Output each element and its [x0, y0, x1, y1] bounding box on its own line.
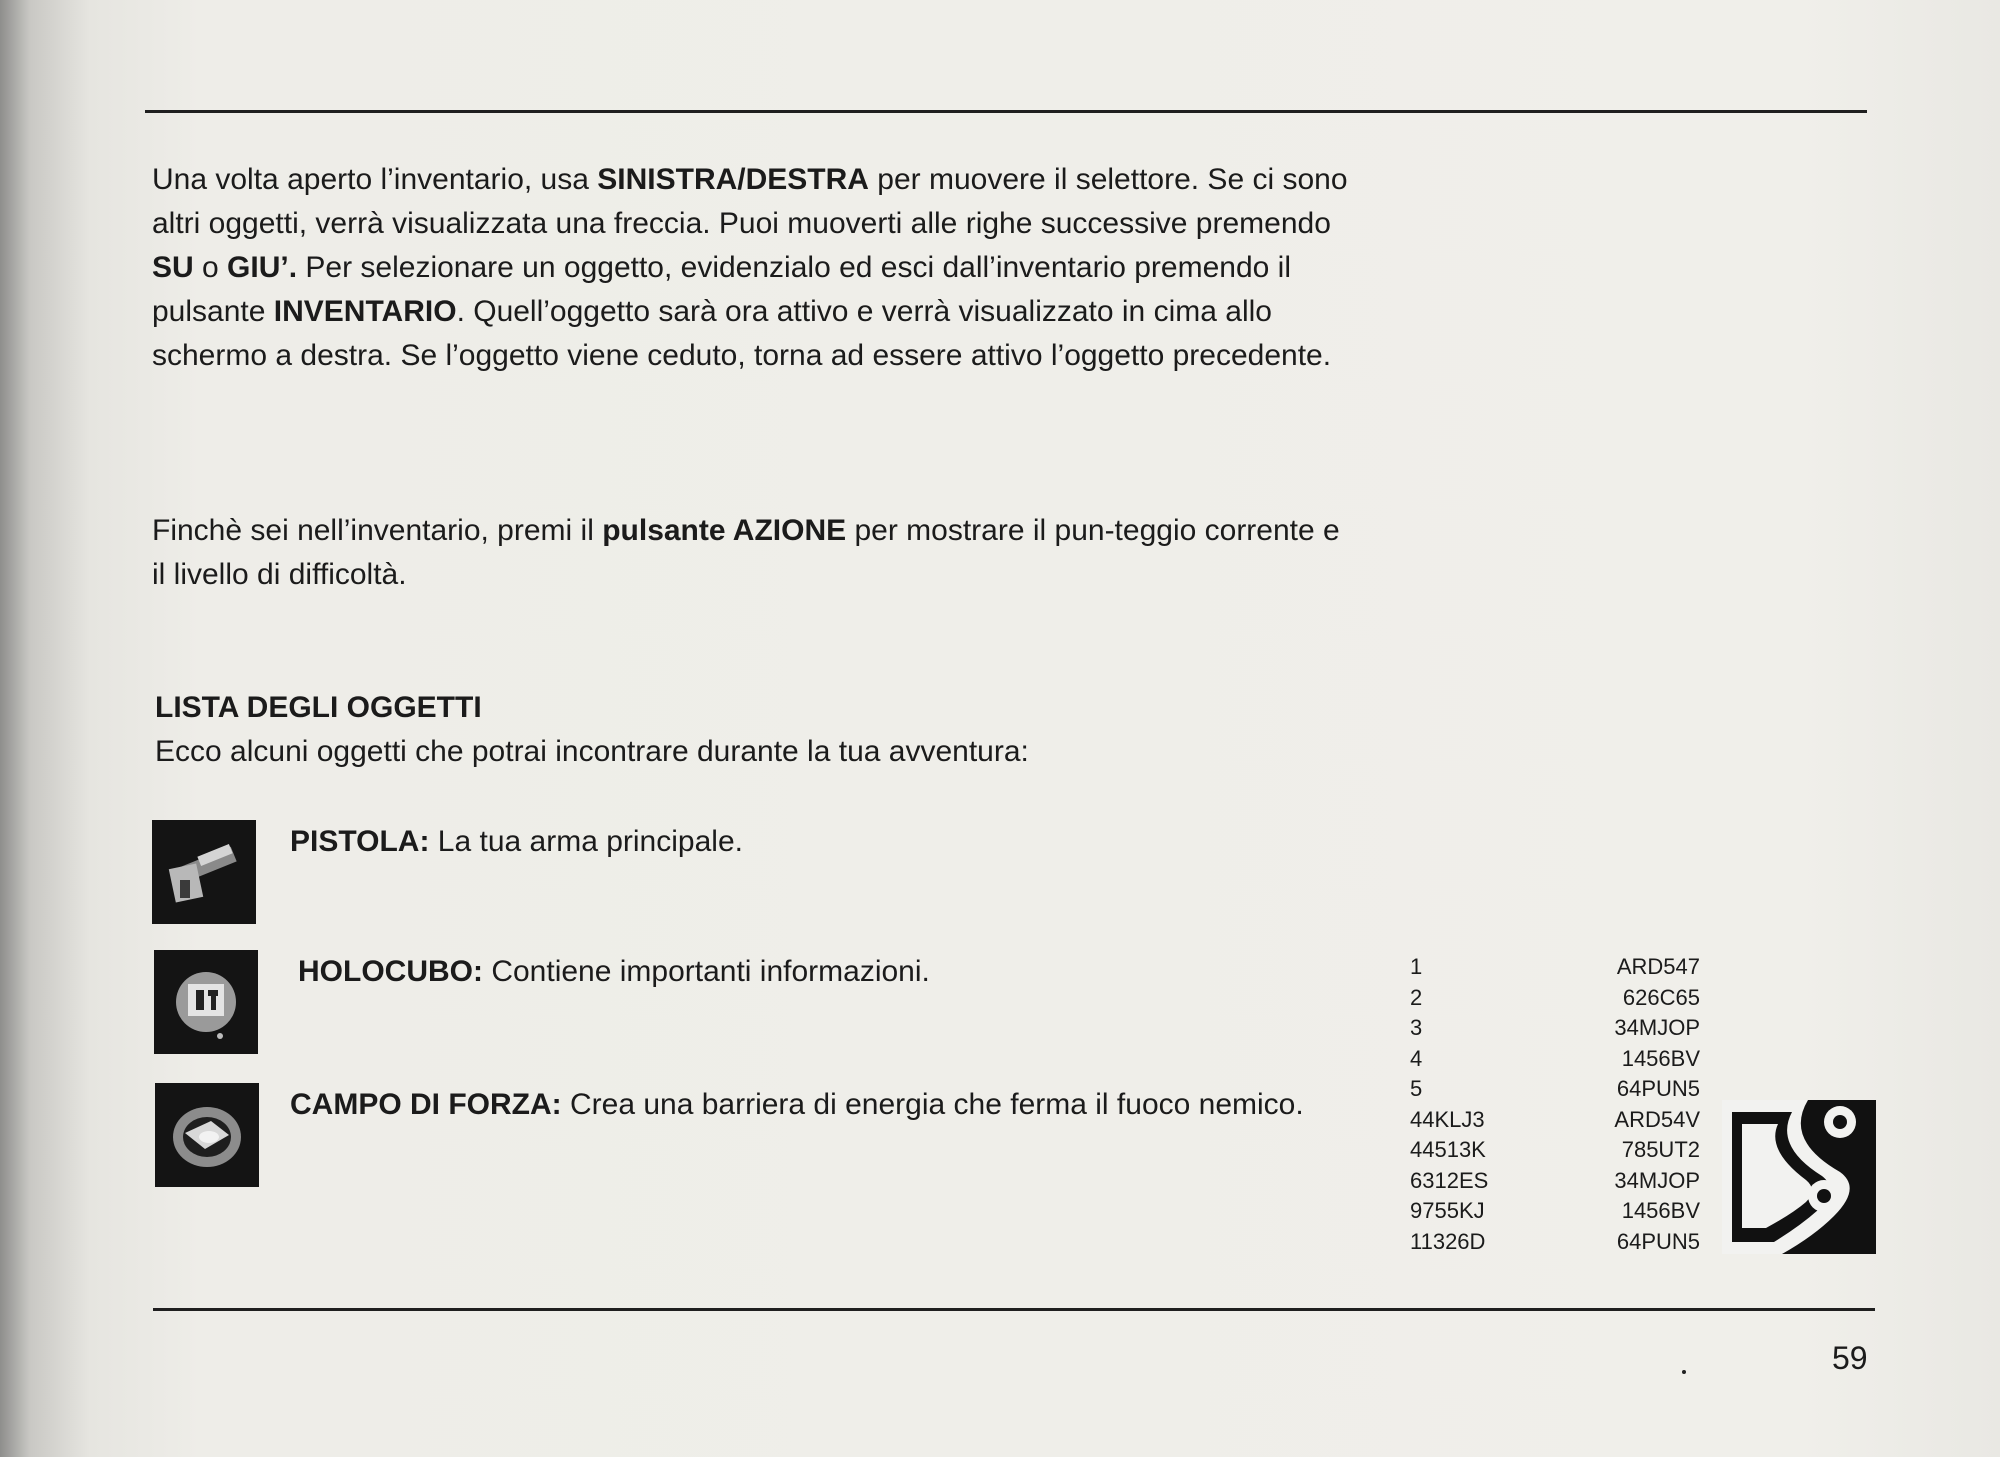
- level-cell: 6312ES: [1410, 1167, 1489, 1193]
- code-cell: 34MJOP: [1614, 1015, 1700, 1040]
- objects-list-heading: LISTA DEGLI OGGETTI: [155, 691, 482, 724]
- table-row: [1410, 983, 1700, 1014]
- bold-key-left-right: SINISTRA/DESTRA: [597, 163, 869, 196]
- text-run: Per selezionare un oggetto, evidenzialo ed esci dall’inventario premendo il pulsante: [152, 251, 1292, 328]
- item-description: Contiene importanti informazioni.: [482, 955, 930, 988]
- text-run: Una volta aperto l’inventario, usa: [152, 163, 598, 196]
- code-cell: 785UT2: [1621, 1137, 1700, 1162]
- level-cell: 9755KJ: [1410, 1198, 1485, 1223]
- bold-key-down: GIU’.: [227, 251, 298, 284]
- table-row: [1410, 1013, 1700, 1044]
- code-cell: 64PUN5: [1616, 1076, 1700, 1101]
- code-cell: 1456BV: [1621, 1045, 1700, 1071]
- bold-key-inventory: INVENTARIO: [273, 295, 457, 328]
- action-button-paragraph: [152, 509, 1352, 597]
- level-cell: 5: [1410, 1076, 1423, 1101]
- table-row: [1410, 1196, 1700, 1227]
- level-cell: 3: [1410, 1015, 1423, 1040]
- level-cell: 4: [1410, 1045, 1423, 1071]
- table-row: [1410, 1227, 1700, 1258]
- pistol-item: [290, 820, 1390, 864]
- top-rule: [145, 110, 1867, 113]
- level-cell: 44513K: [1410, 1137, 1486, 1162]
- item-name: CAMPO DI FORZA:: [290, 1088, 562, 1121]
- page-number: 59: [1832, 1340, 1868, 1376]
- level-cell: 2: [1410, 984, 1423, 1010]
- code-cell: 626C65: [1622, 984, 1700, 1010]
- pistol-icon: [152, 820, 256, 924]
- code-cell: 34MJOP: [1614, 1167, 1700, 1193]
- level-codes-table: [1410, 952, 1700, 1257]
- force-field-icon: [155, 1083, 259, 1187]
- table-row: [1410, 1166, 1700, 1197]
- level-cell: 11326D: [1410, 1228, 1486, 1254]
- bold-action-button: pulsante AZIONE: [602, 514, 847, 547]
- text-run: o: [193, 251, 228, 284]
- table-row: [1410, 1135, 1700, 1166]
- holocube-icon: [154, 950, 258, 1054]
- table-row: [1410, 952, 1700, 983]
- text-run: Finchè sei nell’inventario, premi il: [152, 514, 603, 547]
- item-description: Crea una barriera di energia che ferma il fuoco nemico.: [561, 1088, 1304, 1121]
- code-cell: ARD54V: [1614, 1106, 1700, 1132]
- table-row: [1410, 1105, 1700, 1136]
- text-run: . Quell’oggetto sarà ora attivo e verrà visualizzato in cima allo schermo a destra. Se l’oggetto viene ceduto, torna ad essere attivo l’oggetto precedente.: [152, 295, 1332, 372]
- page-dot: [1682, 1370, 1686, 1374]
- bottom-rule: [153, 1308, 1875, 1311]
- item-name: PISTOLA:: [290, 825, 430, 858]
- inventory-instructions-paragraph: [152, 158, 1352, 378]
- section-logo: [1722, 1100, 1876, 1254]
- item-name: HOLOCUBO:: [298, 955, 483, 988]
- code-cell: 64PUN5: [1616, 1228, 1700, 1254]
- objects-list-intro: Ecco alcuni oggetti che potrai incontrare durante la tua avventura:: [155, 735, 1029, 768]
- force-field-item: [290, 1083, 1350, 1127]
- level-cell: 1: [1410, 954, 1423, 979]
- table-row: [1410, 1074, 1700, 1105]
- code-cell: ARD547: [1616, 954, 1700, 979]
- item-description: La tua arma principale.: [429, 825, 743, 858]
- level-cell: 44KLJ3: [1410, 1106, 1485, 1132]
- table-row: [1410, 1044, 1700, 1075]
- bold-key-up: SU: [152, 251, 194, 284]
- holocube-item: [298, 950, 1398, 994]
- text-run: per muovere il selettore. Se ci sono altri oggetti, verrà visualizzata una freccia. Puoi muoverti alle righe successive premendo: [152, 163, 1348, 240]
- code-cell: 1456BV: [1621, 1198, 1700, 1223]
- text-run: per mostrare il pun-teggio corrente e il livello di difficoltà.: [152, 514, 1340, 591]
